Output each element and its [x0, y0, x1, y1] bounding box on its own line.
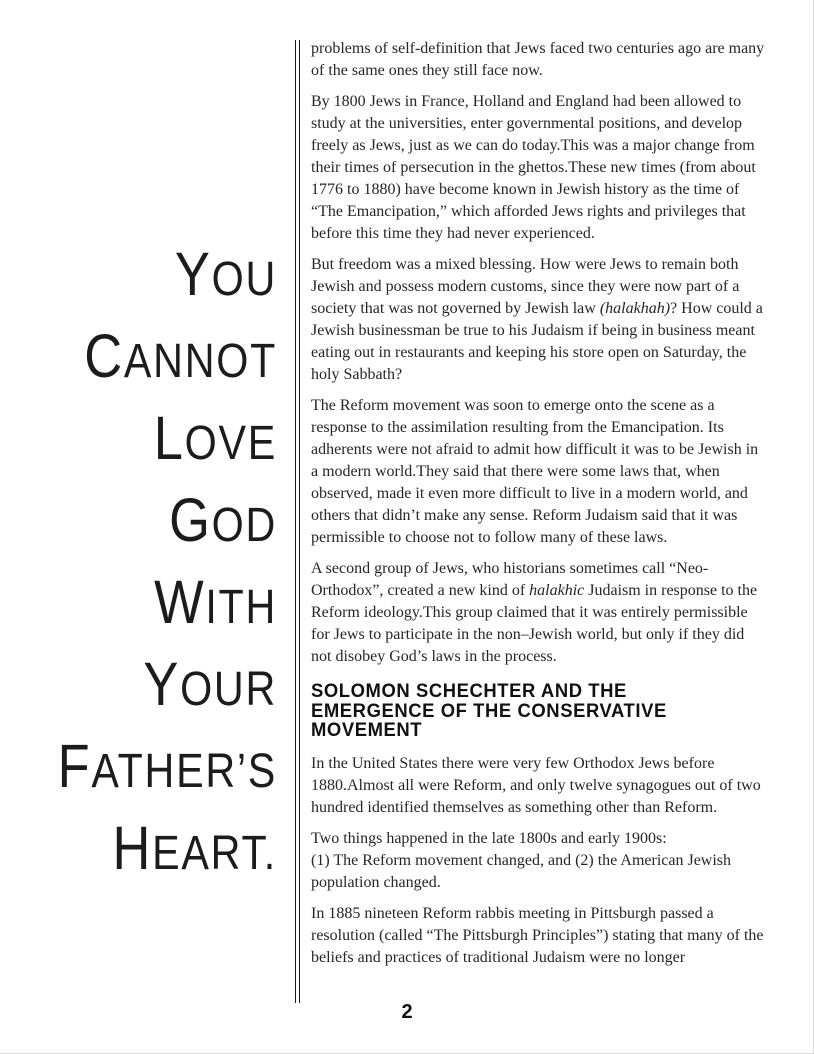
text-segment: The Reform movement was soon to emerge onto the scene as a response to the assimilation resulting from the Emancipation. Its adherents were not afraid to admit how difficult it was to be Jewish in a modern world.They said that there were some laws that, when observed, made it even more difficult to live in a modern world, and others that didn’t make any sense. Reform Judaism said that it was permissible to choose not to follow many of these laws.: [311, 397, 759, 546]
page-number: 2: [401, 1001, 413, 1023]
pull-quote-line: GOD: [169, 486, 277, 554]
section-heading-line: MOVEMENT: [311, 720, 423, 741]
pull-quote-line: YOU: [174, 240, 277, 308]
paragraph: [311, 91, 766, 245]
pull-quote-line: WITH: [154, 568, 277, 636]
text-segment: (1) The Reform movement changed, and (2) the American Jewish population changed.: [311, 851, 732, 891]
section-heading-line: EMERGENCE OF THE CONSERVATIVE: [311, 700, 667, 722]
column-divider-rule: [295, 40, 300, 1003]
paragraph: [311, 395, 766, 549]
italic-term: (halakhah): [599, 300, 671, 317]
pull-quote-line: FATHER’S: [57, 732, 277, 800]
text-segment: A second group of Jews, who historians sometimes call “Neo-Orthodox”, created a new kind of: [311, 560, 709, 599]
paragraph: [311, 903, 766, 969]
text-segment: problems of self-definition that Jews faced two centuries ago are many of the same ones they still face now.: [311, 40, 765, 79]
page-footer: [0, 1001, 814, 1024]
text-segment: Judaism in response to the Reform ideology.This group claimed that it was entirely permissible for Jews to participate in the non–Jewish world, but only if they did not disobey God’s laws in the process.: [311, 582, 758, 665]
text-segment: In the United States there were very few Orthodox Jews before 1880.Almost all were Reform, and only twelve synagogues out of two hundred identified themselves as something other than Reform.: [311, 754, 761, 816]
italic-term: halakhic: [529, 582, 585, 599]
pull-quote: [0, 236, 277, 892]
pull-quote-line: HEART.: [112, 814, 277, 882]
text-segment: In 1885 nineteen Reform rabbis meeting in Pittsburgh passed a resolution (called “The Pittsburgh Principles”) stating that many of the beliefs and practices of traditional Judaism were no longer: [311, 904, 764, 966]
paragraph: [311, 254, 766, 386]
paragraph: [311, 828, 766, 894]
text-segment: But freedom was a mixed blessing. How were Jews to remain both Jewish and possess modern customs, since they were now part of a society that was not governed by Jewish law: [311, 256, 740, 317]
section-heading-line: SOLOMON SCHECHTER AND THE: [311, 681, 627, 702]
text-segment: By 1800 Jews in France, Holland and England had been allowed to study at the universities, enter governmental positions, and develop freely as Jews, just as we can do today.This was a major change from their times of persecution in the ghettos.These new times (from about 1776 to 1880) have become known in Jewish history as the time of “The Emancipation,” which afforded Jews rights and privileges that before this time they had never experienced.: [311, 93, 756, 242]
pull-quote-line: CANNOT: [84, 322, 277, 390]
paragraph: [311, 753, 766, 819]
main-text-column: [311, 38, 766, 978]
pull-quote-line: YOUR: [143, 650, 277, 718]
section-heading: [311, 682, 766, 741]
paragraph: [311, 558, 766, 668]
text-segment: Two things happened in the late 1800s and early 1900s:: [311, 829, 667, 847]
text-segment: ? How could a Jewish businessman be true to his Judaism if being in business meant eating out in restaurants and keeping his store open on Saturday, the holy Sabbath?: [311, 300, 763, 383]
pull-quote-line: LOVE: [153, 404, 277, 472]
paragraph: [311, 38, 766, 82]
